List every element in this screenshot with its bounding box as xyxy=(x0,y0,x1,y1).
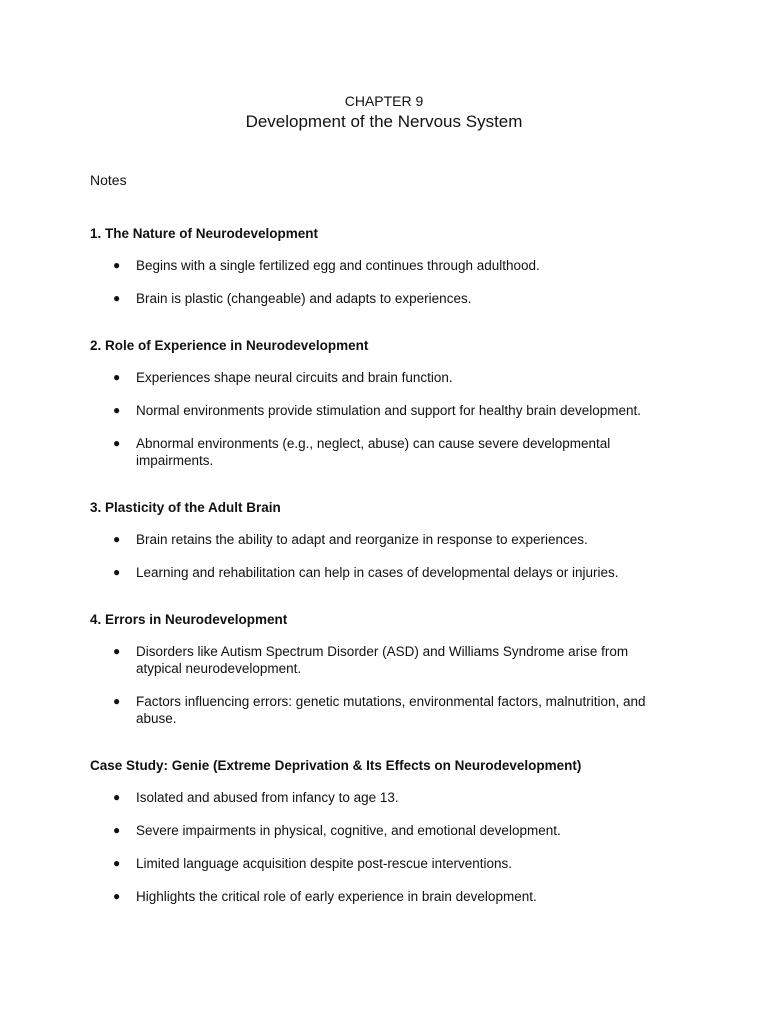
bullet-icon: ● xyxy=(113,790,121,804)
bullet-text: Normal environments provide stimulation and support for healthy brain development. xyxy=(136,403,642,418)
bullet-icon: ● xyxy=(113,889,121,903)
bullet-list xyxy=(90,257,690,307)
chapter-title: Development of the Nervous System xyxy=(245,112,523,131)
bullet-text: Brain retains the ability to adapt and reorganize in response to experiences. xyxy=(136,532,588,547)
notes-content xyxy=(90,225,690,935)
bullet-text: Factors influencing errors: genetic mutations, environmental factors, malnutrition, and abuse. xyxy=(136,694,646,726)
bullet-icon: ● xyxy=(113,856,121,870)
list-item xyxy=(90,402,690,419)
section-heading: Case Study: Genie (Extreme Deprivation & Its Effects on Neurodevelopment) xyxy=(90,758,582,773)
section-plasticity-adult-brain xyxy=(90,499,690,581)
chapter-label: CHAPTER 9 xyxy=(344,93,424,109)
bullet-icon: ● xyxy=(113,370,121,384)
list-item xyxy=(90,822,690,839)
bullet-icon: ● xyxy=(113,644,121,658)
bullet-icon: ● xyxy=(113,565,121,579)
list-item xyxy=(90,290,690,307)
bullet-list xyxy=(90,789,690,905)
bullet-text: Limited language acquisition despite post-rescue interventions. xyxy=(136,856,512,871)
list-item xyxy=(90,643,690,677)
section-heading: 3. Plasticity of the Adult Brain xyxy=(90,500,281,515)
bullet-text: Brain is plastic (changeable) and adapts to experiences. xyxy=(136,291,472,306)
bullet-icon: ● xyxy=(113,258,121,272)
bullet-text: Experiences shape neural circuits and brain function. xyxy=(136,370,453,385)
bullet-text: Isolated and abused from infancy to age 13. xyxy=(136,790,399,805)
bullet-text: Severe impairments in physical, cognitive, and emotional development. xyxy=(136,823,561,838)
bullet-text: Abnormal environments (e.g., neglect, abuse) can cause severe developmental impairments. xyxy=(136,436,611,468)
list-item xyxy=(90,564,690,581)
list-item xyxy=(90,789,690,806)
bullet-icon: ● xyxy=(113,823,121,837)
bullet-text: Disorders like Autism Spectrum Disorder (ASD) and Williams Syndrome arise from atypical neurodevelopment. xyxy=(136,644,629,676)
list-item xyxy=(90,369,690,386)
bullet-list xyxy=(90,369,690,469)
bullet-icon: ● xyxy=(113,291,121,305)
list-item xyxy=(90,257,690,274)
list-item xyxy=(90,531,690,548)
section-heading: 1. The Nature of Neurodevelopment xyxy=(90,226,319,241)
list-item xyxy=(90,693,690,727)
section-nature-of-neurodevelopment xyxy=(90,225,690,307)
bullet-text: Begins with a single fertilized egg and continues through adulthood. xyxy=(136,258,540,273)
section-errors-in-neurodevelopment xyxy=(90,611,690,727)
section-case-study-genie xyxy=(90,757,690,905)
bullet-icon: ● xyxy=(113,436,121,450)
bullet-list xyxy=(90,643,690,727)
section-heading: 2. Role of Experience in Neurodevelopment xyxy=(90,338,369,353)
bullet-text: Learning and rehabilitation can help in cases of developmental delays or injuries. xyxy=(136,565,619,580)
notes-label: Notes xyxy=(90,172,127,188)
list-item xyxy=(90,855,690,872)
section-heading: 4. Errors in Neurodevelopment xyxy=(90,612,288,627)
list-item xyxy=(90,435,690,469)
list-item xyxy=(90,888,690,905)
bullet-icon: ● xyxy=(113,694,121,708)
bullet-list xyxy=(90,531,690,581)
section-role-of-experience xyxy=(90,337,690,469)
bullet-icon: ● xyxy=(113,532,121,546)
bullet-icon: ● xyxy=(113,403,121,417)
bullet-text: Highlights the critical role of early experience in brain development. xyxy=(136,889,537,904)
